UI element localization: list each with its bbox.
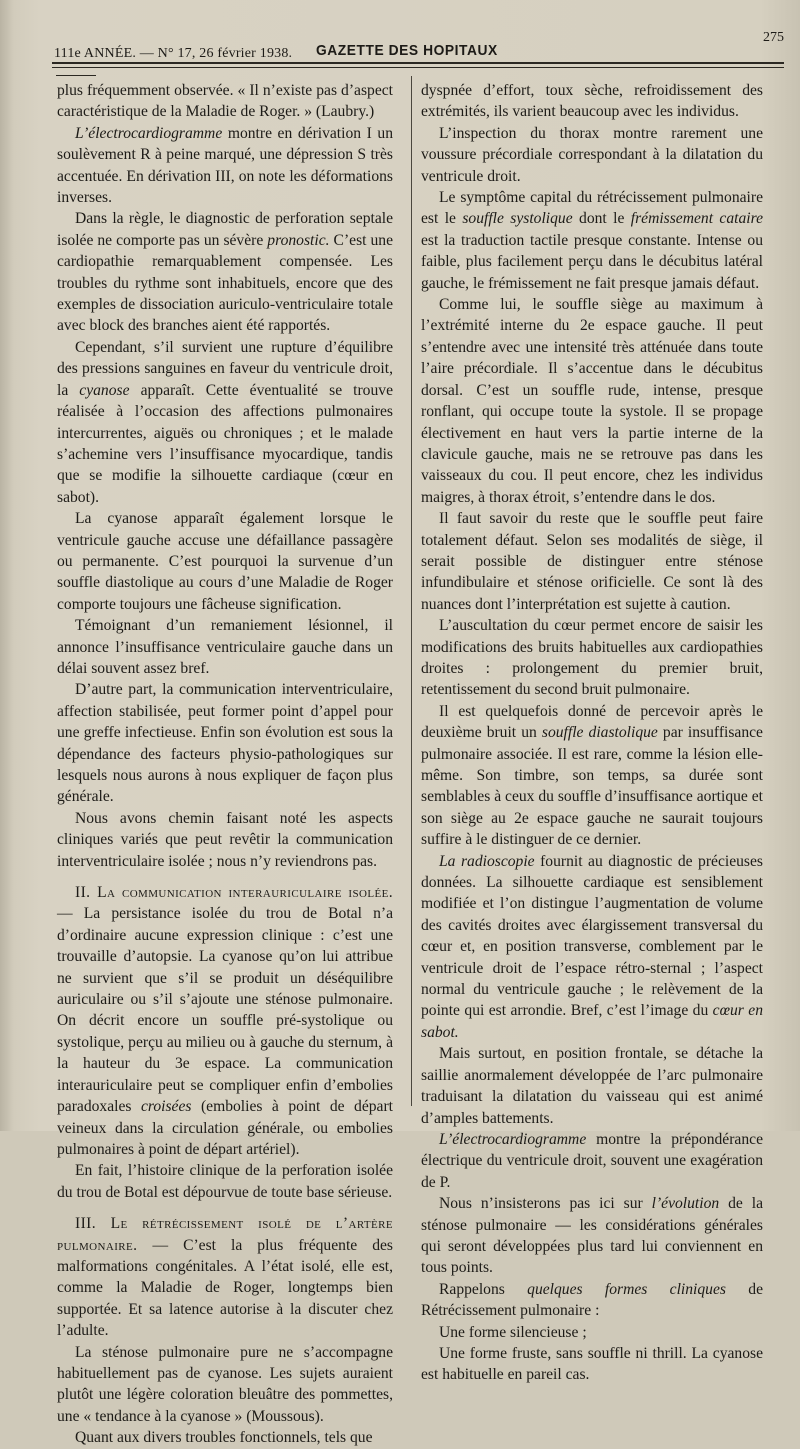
emphasis: cœur en sabot.: [421, 1002, 763, 1041]
column-start-rule: [56, 75, 96, 76]
issue-line: 111e ANNÉE. — N° 17, 26 février 1938.: [54, 46, 293, 61]
emphasis: frémissement cataire: [630, 210, 763, 228]
emphasis: quelques formes cliniques: [527, 1280, 726, 1298]
paragraph: Une forme fruste, sans souffle ni thrill. La cyanose est habituelle en pareil cas.: [421, 1344, 763, 1384]
paragraph: Nous n’insisterons pas ici sur l’évolution de la sténose pulmonaire — les considérations générales qui seront développées plus tard lui conviennent en tous points.: [421, 1195, 763, 1277]
paragraph: plus fréquemment observée. « Il n’existe pas d’aspect caractéristique de la Maladie de Roger. » (Laubry.): [57, 82, 393, 121]
section-heading: II. La communication interauriculaire isolée.: [75, 884, 393, 902]
paragraph: L’inspection du thorax montre rarement une voussure précordiale correspondant à la dilatation du ventricule droit.: [421, 124, 763, 185]
header-rule-thick: [52, 62, 784, 64]
emphasis: souffle diastolique: [541, 724, 658, 742]
paragraph: La cyanose apparaît également lorsque le ventricule gauche accuse une défaillance passagère ou permanente. C’est pourquoi la survenue d’un souffle diastolique au cours d’une Maladie de Roger comporte toujours une fâcheuse signification.: [57, 510, 393, 613]
paragraph: Mais surtout, en position frontale, se détache la saillie anormalement développée de l’arc pulmonaire traduisant la dilatation du vaisseau qui est animé d’amples battements.: [421, 1045, 763, 1127]
page-header: [44, 30, 784, 64]
emphasis: L’électrocardiogramme: [439, 1130, 587, 1148]
paragraph: La sténose pulmonaire pure ne s’accompagne habituellement pas de cyanose. Les sujets auraient plutôt une légère coloration bleuâtre des pommettes, une « tendance à la cyanose » (Moussous).: [57, 1343, 393, 1425]
paragraph: L’électrocardiogramme montre en dérivation I un soulèvement R à peine marqué, une dépression S très accentuée. En dérivation III, on note les déformations inverses.: [57, 124, 393, 207]
paragraph: L’électrocardiogramme montre la prépondérance électrique du ventricule droit, souvent une exagération de P.: [421, 1130, 763, 1191]
paragraph: Nous avons chemin faisant noté les aspects cliniques variés que peut revêtir la communication interventriculaire isolée ; nous n’y reviendrons pas.: [57, 809, 393, 870]
paragraph: Cependant, s’il survient une rupture d’équilibre des pressions sanguines en faveur du ventricule droit, la cyanose apparaît. Cette éventualité se trouve réalisée à l’occasion des affections pulmonaires intercurrentes, aiguës ou chroniques ; et le malade s’achemine vers l’insuffisance myocardique, tandis que se modifie la silhouette cardiaque (cœur en sabot).: [57, 338, 393, 506]
emphasis: L’électrocardiogramme: [75, 124, 223, 142]
left-column: [57, 80, 393, 1449]
paragraph: Dans la règle, le diagnostic de perforation septale isolée ne comporte pas un sévère pronostic. C’est une cardiopathie remarquablement compensée. Les troubles du rythme sont inhabituels, encore que des exemples de dissociation auriculo-ventriculaire totale avec block des branches aient été rapportés.: [57, 210, 393, 335]
section-heading: III. Le rétrécissement isolé de l’artère pulmonaire.: [57, 1215, 394, 1254]
column-separator: [411, 76, 412, 1106]
paragraph: Rappelons quelques formes cliniques de Rétrécissement pulmonaire :: [421, 1280, 763, 1320]
emphasis: croisées: [140, 1098, 192, 1116]
paragraph: Comme lui, le souffle siège au maximum à l’extrémité interne du 2e espace gauche. Il peut s’entendre avec une intensité très atténuée dans toute l’aire précordiale. Il s’accentue dans le décubitus dorsal. C’est un souffle rude, intense, presque ronflant, qui occupe toute la systole. Il se propage électivement en haut vers la partie interne de la clavicule gauche, mais ne se retrouve pas dans les vaisseaux du cou. Il peut encore, chez les individus maigres, à thorax étroit, s’entendre dans le dos.: [421, 296, 763, 506]
paragraph: D’autre part, la communication interventriculaire, affection stabilisée, peut former point d’appel pour une greffe infectieuse. Enfin son évolution est sous la dépendance des facteurs physio-pathologiques sur lesquels nous aurons à nous expliquer de façon plus générale.: [57, 681, 393, 806]
paragraph: En fait, l’histoire clinique de la perforation isolée du trou de Botal est dépourvue de toute base sérieuse.: [57, 1162, 393, 1201]
section-paragraph: III. Le rétrécissement isolé de l’artère pulmonaire. — C’est la plus fréquente des malformations congénitales. A l’état isolé, elle est, comme la Maladie de Roger, longtemps bien supportée. Et sa latence autorise à la discuter chez l’adulte.: [57, 1215, 394, 1340]
emphasis: pronostic.: [267, 231, 330, 249]
emphasis: La radioscopie: [439, 852, 535, 870]
paragraph: La radioscopie fournit au diagnostic de précieuses données. La silhouette cardiaque est sensiblement modifiée et l’on distingue l’augmentation de volume des cavités droites avec élargissement transversal du cœur et, en position transverse, comblement par le ventricule droit de l’espace rétro-sternal ; l’aspect normal du ventricule gauche ; le relèvement de la pointe qui est arrondie. Bref, c’est l’image du cœur en sabot.: [421, 852, 763, 1041]
paragraph: Témoignant d’un remaniement lésionnel, il annonce l’insuffisance ventriculaire gauche dans un délai souvent assez bref.: [57, 617, 393, 677]
paragraph: L’auscultation du cœur permet encore de saisir les modifications des bruits habituelles aux cardiopathies droites : prolongement du premier bruit, retentissement du second bruit pulmonaire.: [421, 617, 763, 699]
page-number: 275: [763, 30, 784, 45]
emphasis: souffle systolique: [462, 210, 573, 228]
right-column: [421, 80, 763, 1386]
paragraph: Il est quelquefois donné de percevoir après le deuxième bruit un souffle diastolique par insuffisance pulmonaire associée. Il est rare, comme la lésion elle-même. Son timbre, son temps, sa durée sont semblables à ceux du souffle d’insuffisance aortique et son siège au 2e espace gauche ne saurait toujours suffire à le distinguer de ce dernier.: [421, 702, 763, 849]
emphasis: cyanose: [79, 381, 130, 399]
paragraph: Il faut savoir du reste que le souffle peut faire totalement défaut. Selon ses modalités de siège, il serait possible de distinguer entre sténose infundibulaire et sténose orificielle. Ce sont là des nuances dont l’interprétation est sujette à caution.: [421, 510, 763, 613]
paragraph: Le symptôme capital du rétrécissement pulmonaire est le souffle systolique dont le frémissement cataire est la traduction tactile presque constante. Intense ou faible, plus facilement perçu dans le décubitus latéral gauche, le frémissement ne fait presque jamais défaut.: [421, 189, 763, 292]
paragraph: Une forme silencieuse ;: [439, 1323, 587, 1341]
paragraph: Quant aux divers troubles fonctionnels, tels que: [75, 1429, 373, 1447]
paragraph: dyspnée d’effort, toux sèche, refroidissement des extrémités, ils varient beaucoup avec les individus.: [421, 82, 763, 121]
journal-title: GAZETTE DES HOPITAUX: [316, 42, 498, 59]
header-rule-thin: [52, 67, 784, 68]
emphasis: l’évolution: [651, 1195, 720, 1213]
section-paragraph: II. La communication interauriculaire isolée. — La persistance isolée du trou de Botal n’a d’ordinaire aucune expression clinique : c’est une trouvaille d’autopsie. La cyanose qu’on lui attribue ne survient que s’il se produit un déséquilibre auriculaire ou s’il s’ajoute une sténose pulmonaire. On décrit encore un souffle pré-systolique ou systolique, perçu au milieu ou à gauche du sternum, à la hauteur du 3e espace. La communication interauriculaire peut se compliquer enfin d’embolies paradoxales croisées (embolies à point de départ veineux dans la circulation générale, ou embolies pulmonaires à point de départ artériel).: [57, 884, 394, 1158]
